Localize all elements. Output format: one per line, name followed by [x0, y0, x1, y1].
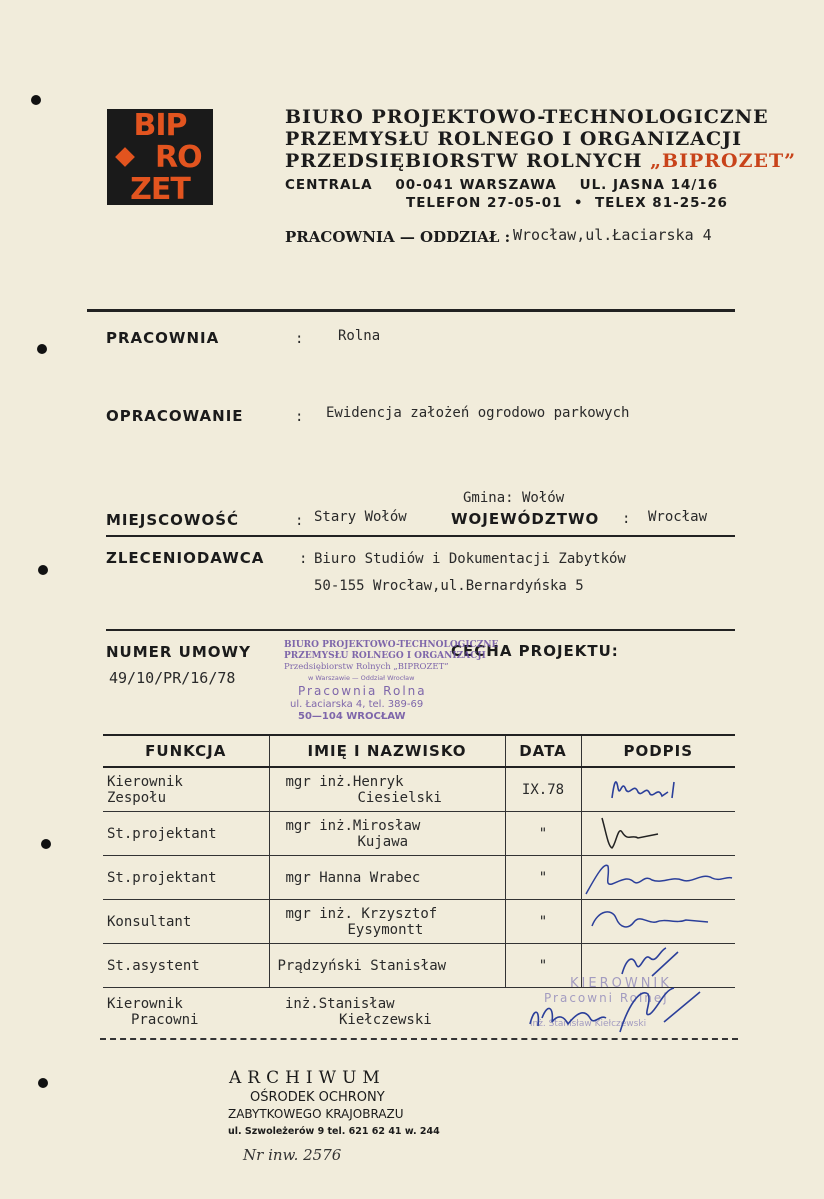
pracownia-value: Rolna: [338, 328, 381, 344]
table-row: [103, 767, 735, 812]
miejscowosc-value: Stary Wołów: [314, 509, 407, 525]
signature-cell: [581, 812, 735, 856]
punch-hole: [41, 839, 51, 849]
gmina-value: Gmina: Wołów: [463, 490, 565, 506]
office-stamp: BIURO PROJEKTOWO-TECHNOLOGICZNE PRZEMYSŁU ROLNEGO I ORGANIZACJI Przedsiębiorstw Rolnych „BIPROZET” w Warszawie — Oddział Wrocław Pracownia Rolna ul. Łaciarska 4, tel. 389-69 50—104 WROCŁAW: [284, 640, 499, 722]
logo-row-bottom: ZET: [130, 171, 190, 207]
name-cell: mgr inż.Mirosław Kujawa: [269, 812, 505, 856]
role-cell: Kierownik Pracowni: [107, 996, 199, 1028]
miejscowosc-label: MIEJSCOWOŚĆ: [106, 511, 240, 529]
miejscowosc-colon: :: [295, 513, 304, 529]
name-cell: mgr inż.Henryk Ciesielski: [269, 767, 505, 812]
org-name-line3: PRZEDSIĘBIORSTW ROLNYCH „BIPROZET”: [285, 150, 797, 172]
archive-stamp-line1: OŚRODEK OCHRONY: [250, 1090, 385, 1105]
zleceniodawca-label: ZLECENIODAWCA: [106, 549, 265, 567]
logo-diamond-icon: [115, 147, 135, 167]
date-cell: IX.78: [505, 767, 581, 812]
kierownik-stamp: KIEROWNIK Pracowni Rolnej inż. Stanisław Kiełczewski: [530, 976, 672, 1029]
signature-4: [582, 900, 736, 943]
name-cell: inż.Stanisław Kiełczewski: [285, 996, 432, 1028]
org-name-line2: PRZEMYSŁU ROLNEGO I ORGANIZACJI: [285, 128, 742, 150]
org-name-line1: BIURO PROJEKTOWO-TECHNOLOGICZNE: [285, 106, 769, 128]
contact-numbers: TELEFON 27-05-01 • TELEX 81-25-26: [406, 195, 728, 211]
zleceniodawca-colon: :: [299, 551, 308, 567]
header-funkcja: FUNKCJA: [103, 735, 269, 767]
signature-1: [582, 768, 736, 811]
archive-stamp-line2: ZABYTKOWEGO KRAJOBRAZU: [228, 1107, 404, 1121]
role-cell: Kierownik Zespołu: [103, 767, 269, 812]
centrala-address: CENTRALA 00-041 WARSZAWA UL. JASNA 14/16: [285, 177, 719, 193]
pracownia-colon: :: [295, 331, 304, 347]
wojewodztwo-label: WOJEWÓDZTWO: [451, 510, 600, 528]
name-cell: Prądzyński Stanisław: [269, 944, 505, 988]
role-cell: Konsultant: [103, 900, 269, 944]
logo-row-middle: RO: [107, 141, 213, 173]
header-podpis: PODPIS: [581, 735, 735, 767]
table-header-row: [103, 735, 735, 767]
opracowanie-label: OPRACOWANIE: [106, 407, 244, 425]
name-cell: mgr Hanna Wrabec: [269, 856, 505, 900]
signature-cell: [581, 767, 735, 812]
table-bottom-dashed-line: [100, 1038, 738, 1040]
numer-umowy-label: NUMER UMOWY: [106, 643, 251, 661]
role-cell: St.projektant: [103, 812, 269, 856]
header-imie-nazwisko: IMIĘ I NAZWISKO: [269, 735, 505, 767]
cecha-projektu-label: CECHA PROJEKTU:: [451, 642, 619, 660]
header-divider: [87, 309, 735, 312]
zleceniodawca-line2: 50-155 Wrocław,ul.Bernardyńska 5: [314, 578, 584, 594]
pracownia-label: PRACOWNIA: [106, 329, 220, 347]
table-row: [103, 900, 735, 944]
signature-cell: [581, 900, 735, 944]
zleceniodawca-line1: Biuro Studiów i Dokumentacji Zabytków: [314, 551, 626, 567]
role-cell: St.projektant: [103, 856, 269, 900]
punch-hole: [37, 344, 47, 354]
signature-3: [582, 856, 736, 899]
header-data: DATA: [505, 735, 581, 767]
date-cell: ": [505, 812, 581, 856]
punch-hole: [38, 1078, 48, 1088]
archive-stamp-title: ARCHIWUM: [229, 1068, 386, 1088]
punch-hole: [31, 95, 41, 105]
opracowanie-colon: :: [295, 409, 304, 425]
name-cell: mgr inż. Krzysztof Eysymontt: [269, 900, 505, 944]
branch-address: Wrocław,ul.Łaciarska 4: [513, 226, 712, 244]
logo-row-top: BIP: [133, 107, 187, 143]
role-cell: St.asystent: [103, 944, 269, 988]
table-row: [103, 856, 735, 900]
table-row: [103, 812, 735, 856]
punch-hole: [38, 565, 48, 575]
signature-2: [582, 812, 736, 855]
date-cell: ": [505, 856, 581, 900]
inventory-number-handwritten: Nr inw. 2576: [243, 1146, 342, 1164]
wojewodztwo-colon: :: [622, 511, 631, 527]
biprozet-logo: [107, 109, 213, 205]
date-cell: ": [505, 944, 581, 988]
numer-umowy-value: 49/10/PR/16/78: [109, 669, 236, 687]
opracowanie-value: Ewidencja założeń ogrodowo parkowych: [326, 405, 630, 421]
archive-stamp-line3: ul. Szwoleżerów 9 tel. 621 62 41 w. 244: [228, 1126, 440, 1137]
section-divider: [106, 535, 735, 537]
branch-label: PRACOWNIA — ODDZIAŁ :: [285, 228, 511, 246]
section-divider: [106, 629, 735, 631]
signature-cell: [581, 856, 735, 900]
wojewodztwo-value: Wrocław: [648, 509, 708, 525]
date-cell: ": [505, 900, 581, 944]
